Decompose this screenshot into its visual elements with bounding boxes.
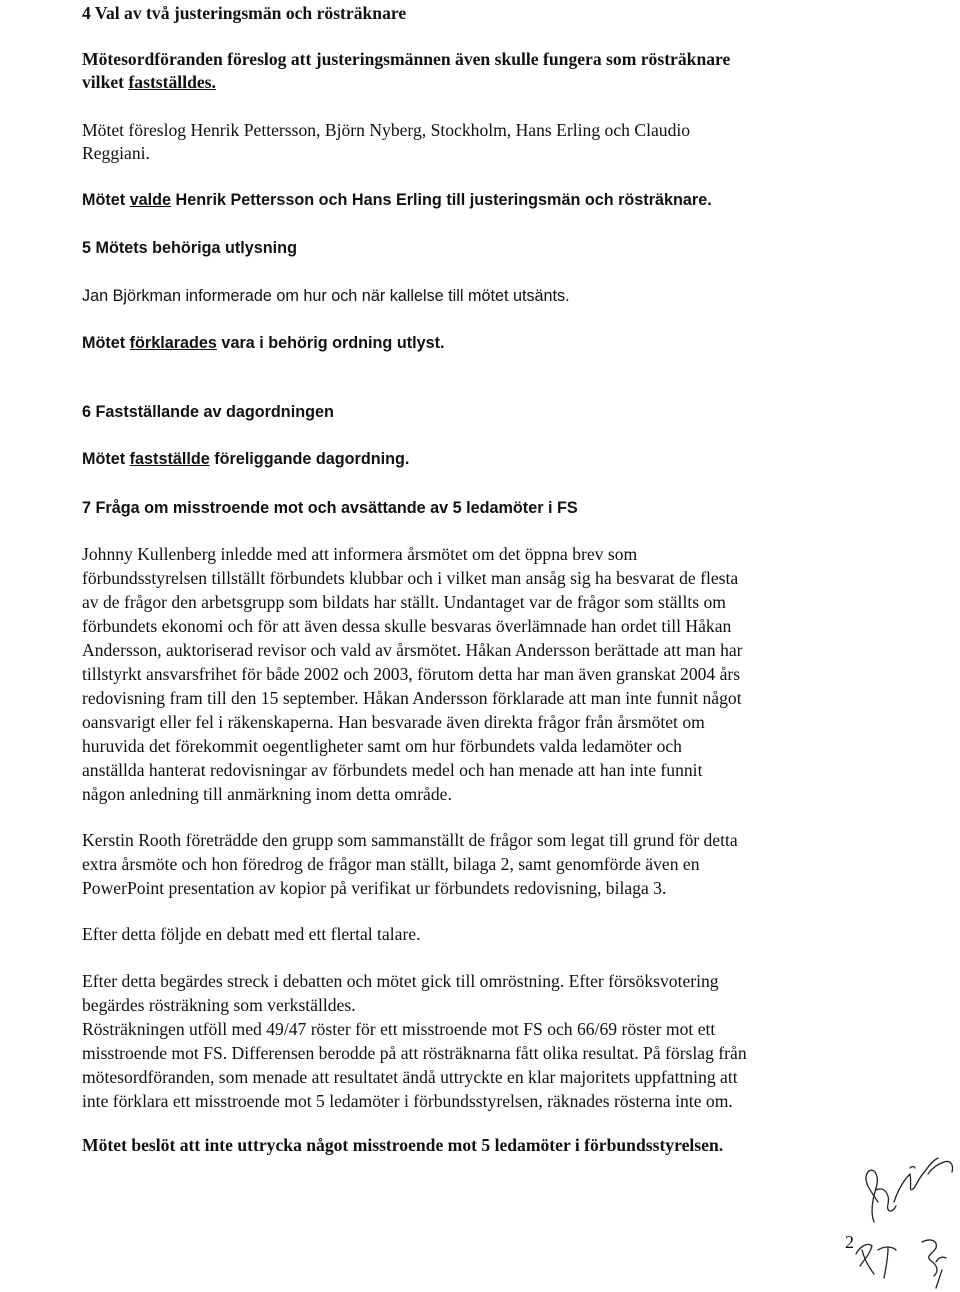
signature-stroke	[856, 1244, 874, 1274]
section-4-decision	[82, 189, 712, 211]
signature-stroke	[876, 1189, 896, 1211]
section-5-paragraph: Jan Björkman informerade om hur och när kallelse till mötet utsänts.	[82, 287, 570, 305]
paragraph-line: inte förklara ett misstroende mot 5 ledamöter i förbundsstyrelsen, räknades rösterna inte om.	[82, 1091, 733, 1111]
section-5-heading: 5 Mötets behöriga utlysning	[82, 239, 297, 257]
underlined-verb: fastställdes.	[128, 72, 216, 92]
section-4-heading: 4 Val av två justeringsmän och rösträknare	[82, 3, 407, 23]
paragraph-line: Andersson, auktoriserad revisor och vald av årsmötet. Håkan Andersson berättade att man har	[82, 640, 743, 660]
text-run: Mötet	[82, 191, 130, 209]
paragraph-line: Rösträkningen utföll med 49/47 röster för ett misstroende mot FS och 66/69 röster mot ett	[82, 1019, 716, 1039]
signature-stroke	[878, 1247, 896, 1278]
text-run: vara i behörig ordning utlyst.	[216, 334, 445, 352]
underlined-verb: valde	[129, 191, 172, 209]
paragraph-line: mötesordföranden, som menade att resultatet ändå uttryckte en klar majoritets uppfattning att	[82, 1067, 738, 1087]
paragraph-line: anställda hanterat redovisningar av förbundets medel och han menade att han inte funnit	[82, 760, 703, 780]
paragraph-line: någon anledning till anmärkning inom detta område.	[82, 784, 452, 804]
underlined-verb: förklarades	[129, 334, 217, 352]
signature-stroke	[922, 1240, 937, 1276]
section-4-proposal-line-2	[82, 71, 216, 93]
handwritten-initials	[840, 1150, 960, 1290]
text-run: föreliggande dagordning.	[209, 450, 410, 468]
section-5-decision	[82, 332, 445, 354]
section-4-proposal-line-1: Mötesordföranden föreslog att justeringsmännen även skulle fungera som rösträknare	[82, 49, 731, 69]
section-7-heading: 7 Fråga om misstroende mot och avsättande av 5 ledamöter i FS	[82, 499, 578, 517]
underlined-verb: fastställde	[129, 450, 210, 468]
paragraph-line: av de frågor den arbetsgrupp som bildats har ställt. Undantaget var de frågor som ställts om	[82, 592, 726, 612]
paragraph-line: Johnny Kullenberg inledde med att informera årsmötet om det öppna brev som	[82, 544, 638, 564]
section-7-decision: Mötet beslöt att inte uttrycka något misstroende mot 5 ledamöter i förbundsstyrelsen.	[82, 1135, 724, 1155]
signature-stroke	[910, 1167, 915, 1169]
signature-stroke	[894, 1158, 938, 1202]
paragraph-line: redovisning fram till den 15 september. Håkan Andersson förklarade att man inte funnit något	[82, 688, 742, 708]
paragraph-line: förbundsstyrelsen tillställt förbundets klubbar och i vilket man ansåg sig ha besvarat de flesta	[82, 568, 739, 588]
section-6-decision	[82, 448, 409, 470]
paragraph-line: PowerPoint presentation av kopior på verifikat ur förbundets redovisning, bilaga 3.	[82, 878, 667, 898]
section-4-nominees-line-2: Reggiani.	[82, 143, 150, 163]
section-6-heading: 6 Fastställande av dagordningen	[82, 403, 334, 421]
signature-stroke	[866, 1170, 878, 1222]
paragraph-line: misstroende mot FS. Differensen berodde på att rösträknarna fått olika resultat. På förslag från	[82, 1043, 747, 1063]
paragraph-line: begärdes rösträkning som verkställdes.	[82, 995, 356, 1015]
paragraph-line: tillstyrkt ansvarsfrihet för både 2002 och 2003, förutom detta har man även granskat 2004 års	[82, 664, 741, 684]
signature-stroke	[936, 1257, 946, 1262]
paragraph-line: extra årsmöte och hon föredrog de frågor man ställt, bilaga 2, samt genomförde även en	[82, 854, 700, 874]
section-4-nominees-line-1: Mötet föreslog Henrik Pettersson, Björn Nyberg, Stockholm, Hans Erling och Claudio	[82, 120, 691, 140]
paragraph-line: Kerstin Rooth företrädde den grupp som sammanställt de frågor som legat till grund för detta	[82, 830, 738, 850]
paragraph-line: Efter detta följde en debatt med ett flertal talare.	[82, 924, 421, 944]
paragraph-line: huruvida det förekommit oegentligheter samt om hur förbundets valda ledamöter och	[82, 736, 682, 756]
text-run: Henrik Pettersson och Hans Erling till justeringsmän och rösträknare.	[171, 191, 712, 209]
paragraph-line: förbundets ekonomi och för att även dessa skulle besvaras överlämnade han ordet till Håkan	[82, 616, 732, 636]
paragraph-line: Efter detta begärdes streck i debatten och mötet gick till omröstning. Efter försöksvotering	[82, 971, 719, 991]
document-page	[82, 0, 882, 1292]
text-run: vilket	[82, 72, 129, 92]
text-run: Mötet	[82, 450, 130, 468]
paragraph-line: oansvarigt eller fel i räkenskaperna. Han besvarade även direkta frågor från årsmötet om	[82, 712, 705, 732]
text-run: Mötet	[82, 334, 130, 352]
page-number: 2	[845, 1232, 854, 1252]
